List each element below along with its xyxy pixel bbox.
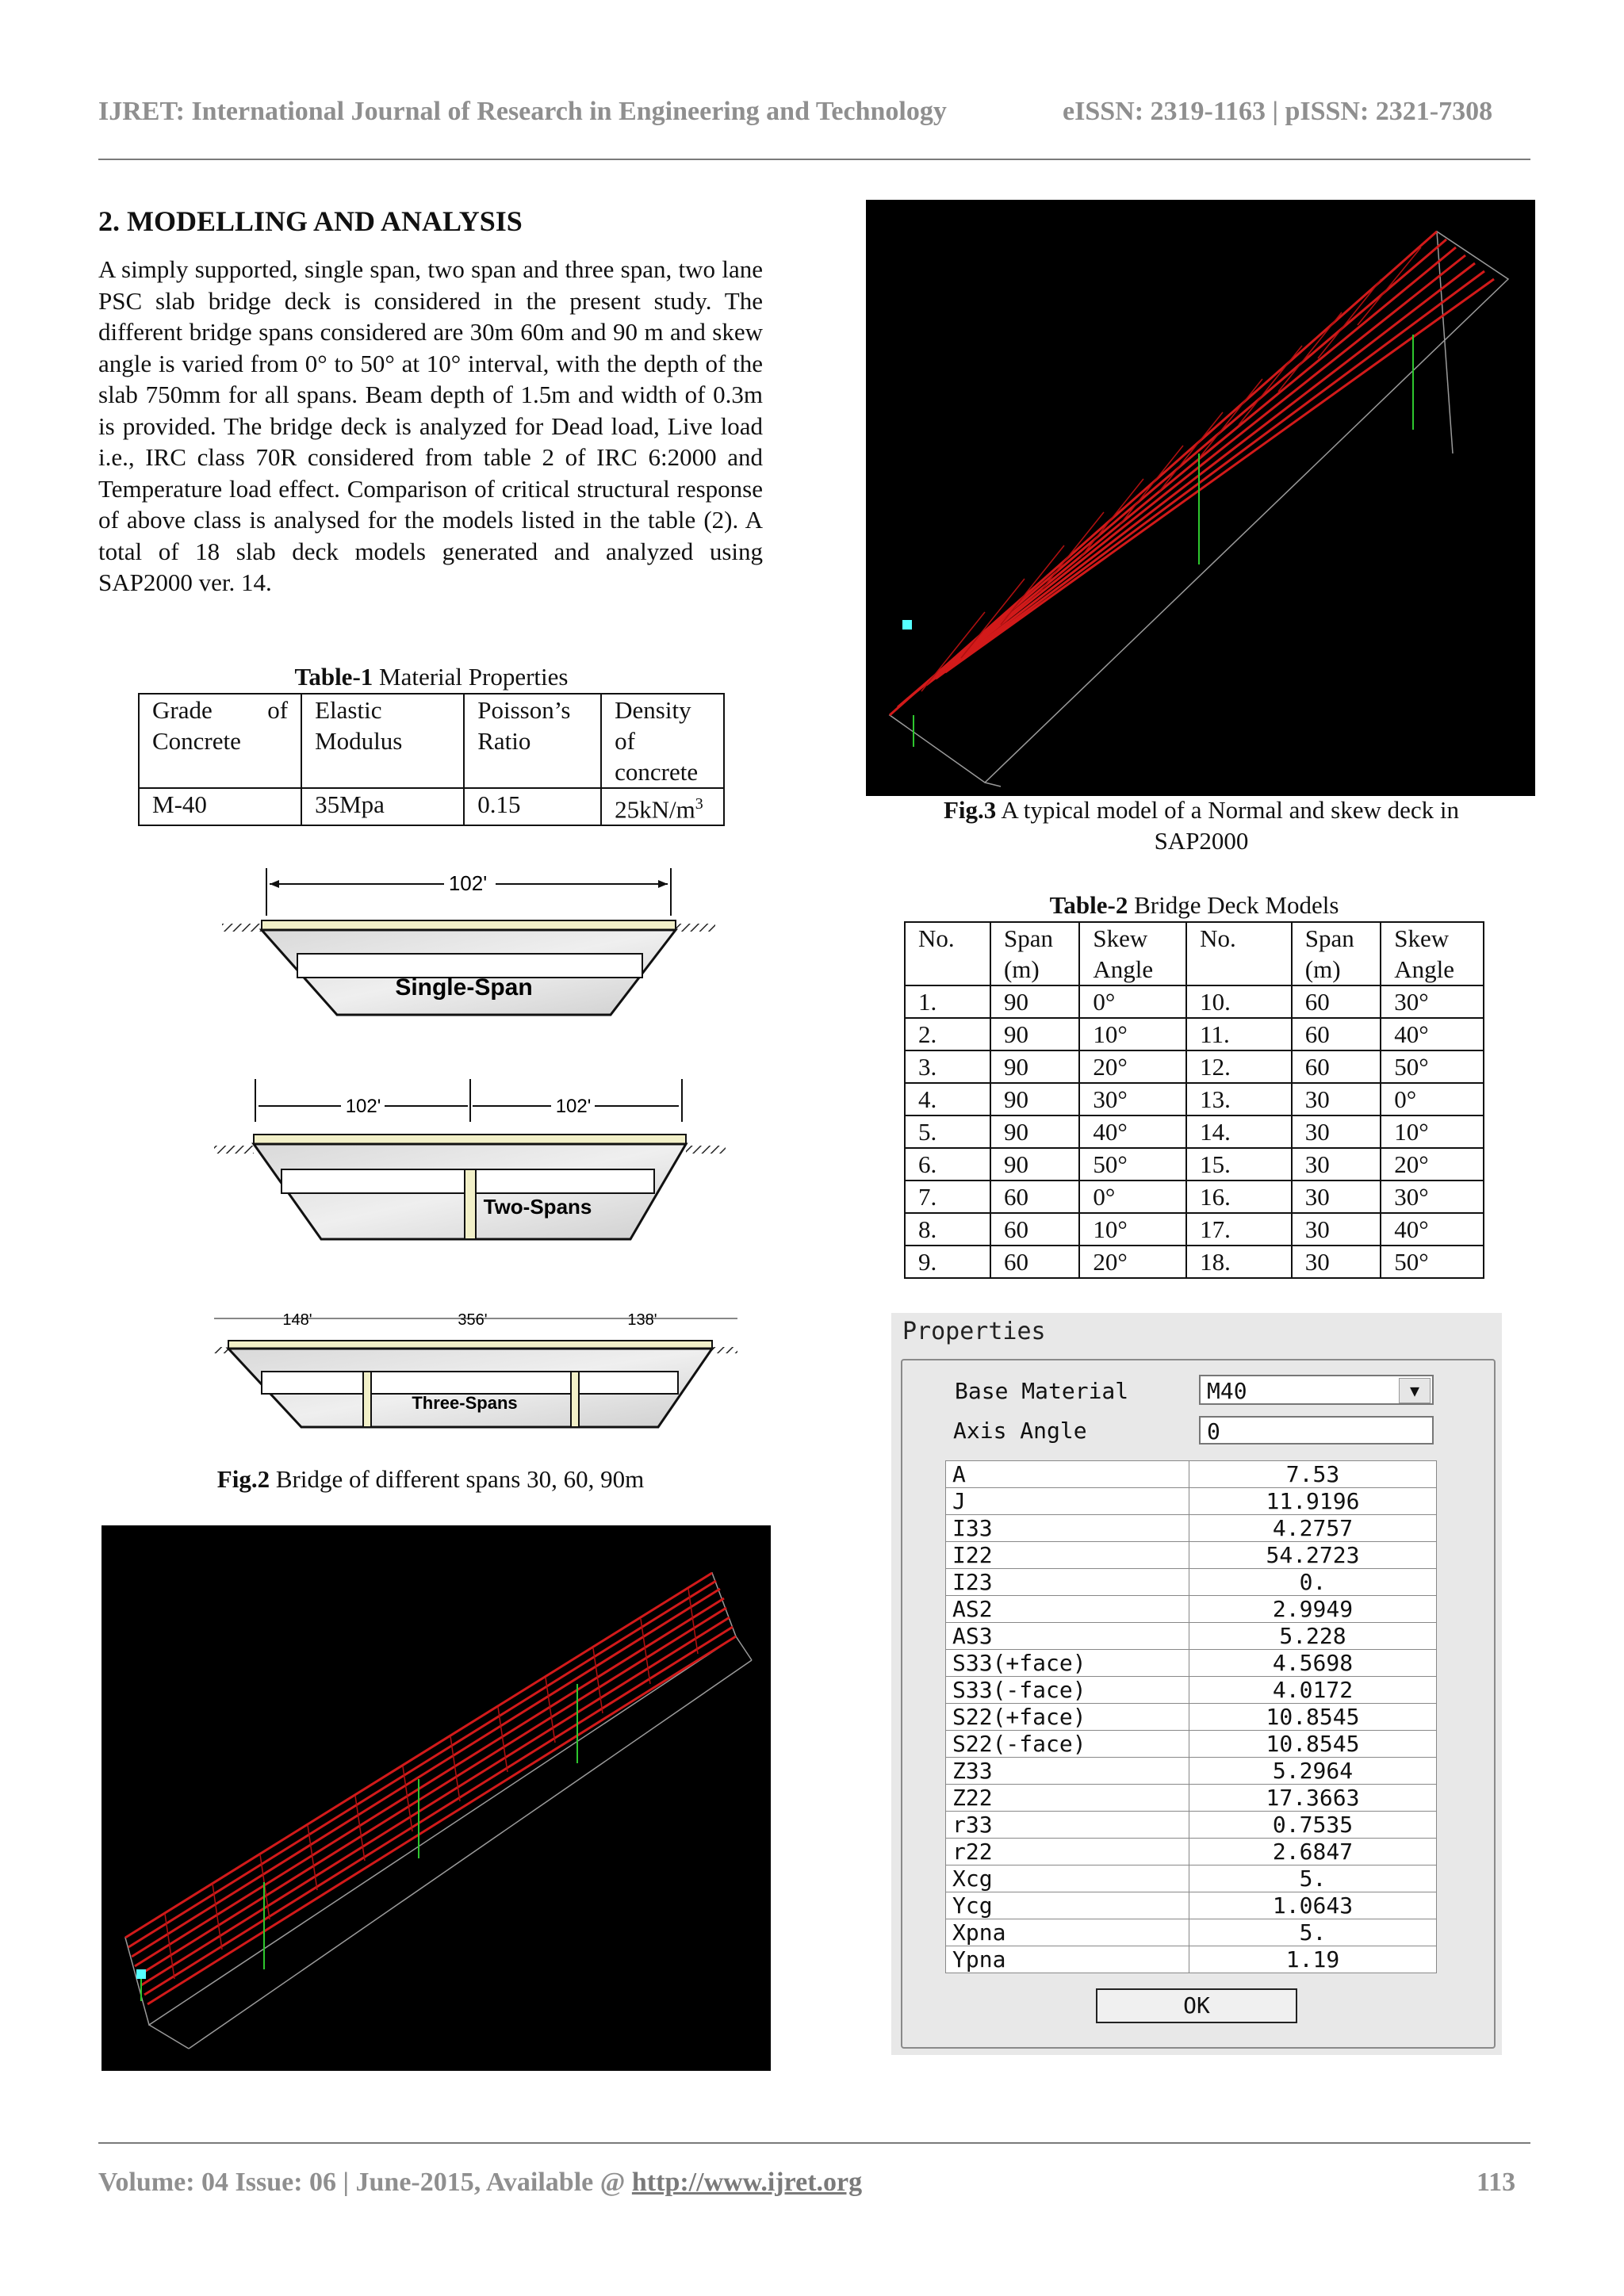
table2-cell: 0° xyxy=(1381,1083,1484,1115)
table2-cell: 90 xyxy=(990,1083,1079,1115)
table2-row xyxy=(905,1246,1484,1278)
table2-cell: 0° xyxy=(1079,1181,1186,1213)
section-paragraph: A simply supported, single span, two span and three span, two lane PSC slab bridge deck is considered in the present study. The different bridge spans considered are 30m 60m and 90 m and skew angle is varied from 0° to 50° at 10° interval, with the depth of the slab 750mm for all spans. Beam depth of 1.5m and width of 0.3m is provided. The bridge deck is analyzed for Dead load, Live load i.e., IRC class 70R considered from table 2 of IRC 6:2000 and Temperature load effect. Comparison of critical structural response of above class is analysed for the models listed in the table (2). A total of 18 slab deck models generated and analyzed using SAP2000 ver. 14. xyxy=(98,255,763,596)
table2-cell: 90 xyxy=(990,985,1079,1018)
table2-body xyxy=(905,985,1484,1278)
ok-button[interactable]: OK xyxy=(1096,1988,1297,2023)
table2-cell: 60 xyxy=(1292,1050,1381,1083)
property-name: Ypna xyxy=(946,1946,1189,1973)
property-name: r22 xyxy=(946,1839,1189,1866)
section-heading: 2. MODELLING AND ANALYSIS xyxy=(98,205,523,237)
property-value[interactable]: 4.2757 xyxy=(1189,1515,1437,1542)
issn: eISSN: 2319-1163 | pISSN: 2321-7308 xyxy=(1063,97,1493,126)
table2-cell: 90 xyxy=(990,1115,1079,1148)
table2-cell: 90 xyxy=(990,1050,1079,1083)
property-value[interactable]: 5.2964 xyxy=(1189,1758,1437,1785)
table1-cell xyxy=(601,788,724,825)
fig2-caption xyxy=(98,1464,763,1494)
property-row xyxy=(946,1488,1437,1515)
table2-cell: 16. xyxy=(1186,1181,1292,1213)
table2-cell: 10° xyxy=(1381,1115,1484,1148)
table2-row xyxy=(905,1181,1484,1213)
property-value[interactable]: 2.9949 xyxy=(1189,1596,1437,1623)
two-spans-label: Two-Spans xyxy=(483,1195,592,1219)
three-spans-dimension-left: 148' xyxy=(282,1311,312,1329)
footer-link[interactable]: http://www.ijret.org xyxy=(631,2168,863,2197)
section-properties-body xyxy=(946,1461,1437,1973)
table2-cell: 6. xyxy=(905,1148,990,1181)
property-name: J xyxy=(946,1488,1189,1515)
table2-cell: 60 xyxy=(1292,985,1381,1018)
property-row xyxy=(946,1623,1437,1650)
table2-cell: 30 xyxy=(1292,1083,1381,1115)
table2-row xyxy=(905,1018,1484,1050)
table2-header: Skew Angle xyxy=(1079,922,1186,985)
property-row xyxy=(946,1461,1437,1488)
table2-caption-text: Bridge Deck Models xyxy=(1128,891,1339,919)
journal-title: IJRET: International Journal of Research in Engineering and Technology xyxy=(98,97,947,126)
footer-volume xyxy=(98,2168,862,2198)
bridge-spans-figure xyxy=(214,860,737,1447)
table2-cell: 15. xyxy=(1186,1148,1292,1181)
property-row xyxy=(946,1866,1437,1892)
table2-cell: 40° xyxy=(1381,1213,1484,1246)
fig2-caption-label: Fig.2 xyxy=(216,1465,270,1493)
table2-header: Span (m) xyxy=(1292,922,1381,985)
axis-marker xyxy=(136,1969,146,1979)
table2-cell: 30 xyxy=(1292,1115,1381,1148)
table2-cell: 13. xyxy=(1186,1083,1292,1115)
property-name: A xyxy=(946,1461,1189,1488)
table1-caption-text: Material Properties xyxy=(373,663,569,691)
fig3-caption-text: A typical model of a Normal and skew deck in SAP2000 xyxy=(996,796,1459,855)
table2-cell: 10. xyxy=(1186,985,1292,1018)
table2-cell: 90 xyxy=(990,1018,1079,1050)
table2-cell: 14. xyxy=(1186,1115,1292,1148)
property-row xyxy=(946,1892,1437,1919)
property-name: Xpna xyxy=(946,1919,1189,1946)
table2-cell: 11. xyxy=(1186,1018,1292,1050)
properties-dialog xyxy=(891,1313,1502,2055)
table2-cell: 8. xyxy=(905,1213,990,1246)
table2-cell: 40° xyxy=(1079,1115,1186,1148)
fig3-caption-label: Fig.3 xyxy=(944,796,997,824)
normal-deck-model-image xyxy=(102,1525,771,2071)
table2-cell: 20° xyxy=(1381,1148,1484,1181)
table2-cell: 50° xyxy=(1381,1050,1484,1083)
two-spans-dimension-left: 102' xyxy=(345,1096,381,1117)
property-row xyxy=(946,1919,1437,1946)
table2-header: Skew Angle xyxy=(1381,922,1484,985)
table2-cell: 3. xyxy=(905,1050,990,1083)
property-name: AS2 xyxy=(946,1596,1189,1623)
property-row xyxy=(946,1946,1437,1973)
axis-angle-label: Axis Angle xyxy=(953,1418,1087,1444)
chevron-down-icon[interactable]: ▼ xyxy=(1399,1378,1431,1403)
property-value[interactable]: 1.0643 xyxy=(1189,1892,1437,1919)
table2-cell: 17. xyxy=(1186,1213,1292,1246)
table2-cell: 30 xyxy=(1292,1213,1381,1246)
two-spans-dimension-right: 102' xyxy=(555,1096,592,1117)
property-value[interactable]: 5. xyxy=(1189,1866,1437,1892)
table2-header: Span (m) xyxy=(990,922,1079,985)
table2-row xyxy=(905,985,1484,1018)
table2-cell: 30 xyxy=(1292,1148,1381,1181)
properties-title: Properties xyxy=(902,1318,1046,1345)
footer-volume-text: Volume: 04 Issue: 06 | June-2015, Available @ xyxy=(98,2168,632,2197)
property-value[interactable]: 4.5698 xyxy=(1189,1650,1437,1677)
single-span-label: Single-Span xyxy=(395,974,533,1001)
table2-cell: 30 xyxy=(1292,1246,1381,1278)
property-value[interactable]: 17.3663 xyxy=(1189,1785,1437,1812)
table1-caption xyxy=(138,661,725,692)
property-name: AS3 xyxy=(946,1623,1189,1650)
table2-cell: 40° xyxy=(1381,1018,1484,1050)
property-name: I23 xyxy=(946,1569,1189,1596)
single-span-dimension: 102' xyxy=(448,871,488,895)
table2-header: No. xyxy=(1186,922,1292,985)
table2-cell: 20° xyxy=(1079,1050,1186,1083)
table1-header: Grade of Concrete xyxy=(139,694,301,788)
table2-cell: 90 xyxy=(990,1148,1079,1181)
material-properties-table xyxy=(138,693,725,826)
property-value[interactable]: 2.6847 xyxy=(1189,1839,1437,1866)
property-name: Z22 xyxy=(946,1785,1189,1812)
property-row xyxy=(946,1515,1437,1542)
table2-cell: 60 xyxy=(990,1181,1079,1213)
property-value[interactable]: 4.0172 xyxy=(1189,1677,1437,1704)
table2-cell: 50° xyxy=(1381,1246,1484,1278)
property-row xyxy=(946,1839,1437,1866)
property-row xyxy=(946,1758,1437,1785)
table2-cell: 18. xyxy=(1186,1246,1292,1278)
table2-caption xyxy=(904,890,1484,920)
table2-cell: 10° xyxy=(1079,1213,1186,1246)
table2-cell: 7. xyxy=(905,1181,990,1213)
property-name: Xcg xyxy=(946,1866,1189,1892)
table2-cell: 30° xyxy=(1381,985,1484,1018)
property-value[interactable]: 11.9196 xyxy=(1189,1488,1437,1515)
table2-cell: 12. xyxy=(1186,1050,1292,1083)
three-spans-dimension-right: 138' xyxy=(627,1311,657,1329)
property-value[interactable]: 7.53 xyxy=(1189,1461,1437,1488)
table2-cell: 5. xyxy=(905,1115,990,1148)
property-row xyxy=(946,1542,1437,1569)
property-value[interactable]: 10.8545 xyxy=(1189,1704,1437,1731)
table2-caption-label: Table-2 xyxy=(1049,891,1128,919)
table2-cell: 1. xyxy=(905,985,990,1018)
section-properties-grid xyxy=(945,1460,1437,1973)
two-spans-drawing xyxy=(214,1079,726,1239)
base-material-value: M40 xyxy=(1207,1378,1247,1404)
table1-header: Poisson’s Ratio xyxy=(464,694,601,788)
skew-deck-wireframe xyxy=(866,200,1535,796)
property-row xyxy=(946,1569,1437,1596)
skew-deck-model-image xyxy=(866,200,1535,796)
three-spans-dimension-mid: 356' xyxy=(458,1311,488,1329)
density-exponent: 3 xyxy=(695,795,703,813)
bridge-deck-models-table xyxy=(904,921,1484,1279)
property-row xyxy=(946,1704,1437,1731)
property-row xyxy=(946,1785,1437,1812)
table2-cell: 60 xyxy=(1292,1018,1381,1050)
footer-rule xyxy=(98,2142,1530,2144)
property-name: Ycg xyxy=(946,1892,1189,1919)
property-name: r33 xyxy=(946,1812,1189,1839)
table2-cell: 4. xyxy=(905,1083,990,1115)
axis-marker xyxy=(902,620,912,629)
property-value[interactable]: 1.19 xyxy=(1189,1946,1437,1973)
axis-angle-input[interactable]: 0 xyxy=(1199,1416,1434,1445)
table2-row xyxy=(905,1083,1484,1115)
table2-cell: 30° xyxy=(1381,1181,1484,1213)
table2-cell: 30° xyxy=(1079,1083,1186,1115)
property-value[interactable]: 10.8545 xyxy=(1189,1731,1437,1758)
three-spans-label: Three-Spans xyxy=(412,1393,518,1413)
property-name: S22(+face) xyxy=(946,1704,1189,1731)
property-value[interactable]: 54.2723 xyxy=(1189,1542,1437,1569)
table1-header: Density of concrete xyxy=(601,694,724,788)
property-value[interactable]: 0. xyxy=(1189,1569,1437,1596)
table2-cell: 50° xyxy=(1079,1148,1186,1181)
table2-cell: 20° xyxy=(1079,1246,1186,1278)
table2-cell: 60 xyxy=(990,1246,1079,1278)
property-row xyxy=(946,1650,1437,1677)
table1-header: Elastic Modulus xyxy=(301,694,464,788)
property-name: I33 xyxy=(946,1515,1189,1542)
normal-deck-wireframe xyxy=(102,1525,771,2071)
table2-row xyxy=(905,1148,1484,1181)
fig2-caption-text: Bridge of different spans 30, 60, 90m xyxy=(270,1465,645,1493)
property-name: S33(-face) xyxy=(946,1677,1189,1704)
table2-header: No. xyxy=(905,922,990,985)
table2-row xyxy=(905,1115,1484,1148)
table1-cell: M-40 xyxy=(139,788,301,825)
property-value[interactable]: 5.228 xyxy=(1189,1623,1437,1650)
table2-cell: 0° xyxy=(1079,985,1186,1018)
property-value[interactable]: 5. xyxy=(1189,1919,1437,1946)
table2-cell: 60 xyxy=(990,1213,1079,1246)
property-name: Z33 xyxy=(946,1758,1189,1785)
table1-cell: 0.15 xyxy=(464,788,601,825)
table2-cell: 9. xyxy=(905,1246,990,1278)
table1-caption-label: Table-1 xyxy=(294,663,373,691)
property-value[interactable]: 0.7535 xyxy=(1189,1812,1437,1839)
density-value: 25kN/m xyxy=(615,795,695,824)
property-name: I22 xyxy=(946,1542,1189,1569)
property-name: S22(-face) xyxy=(946,1731,1189,1758)
header-rule xyxy=(98,159,1530,160)
page-number: 113 xyxy=(1477,2168,1516,2197)
base-material-label: Base Material xyxy=(955,1378,1129,1404)
property-row xyxy=(946,1731,1437,1758)
base-material-select[interactable] xyxy=(1199,1375,1434,1405)
table2-row xyxy=(905,1050,1484,1083)
table2-cell: 2. xyxy=(905,1018,990,1050)
table1-cell: 35Mpa xyxy=(301,788,464,825)
property-row xyxy=(946,1812,1437,1839)
fig3-caption xyxy=(896,794,1507,856)
property-row xyxy=(946,1596,1437,1623)
table2-cell: 10° xyxy=(1079,1018,1186,1050)
property-name: S33(+face) xyxy=(946,1650,1189,1677)
property-row xyxy=(946,1677,1437,1704)
table2-cell: 30 xyxy=(1292,1181,1381,1213)
table2-row xyxy=(905,1213,1484,1246)
